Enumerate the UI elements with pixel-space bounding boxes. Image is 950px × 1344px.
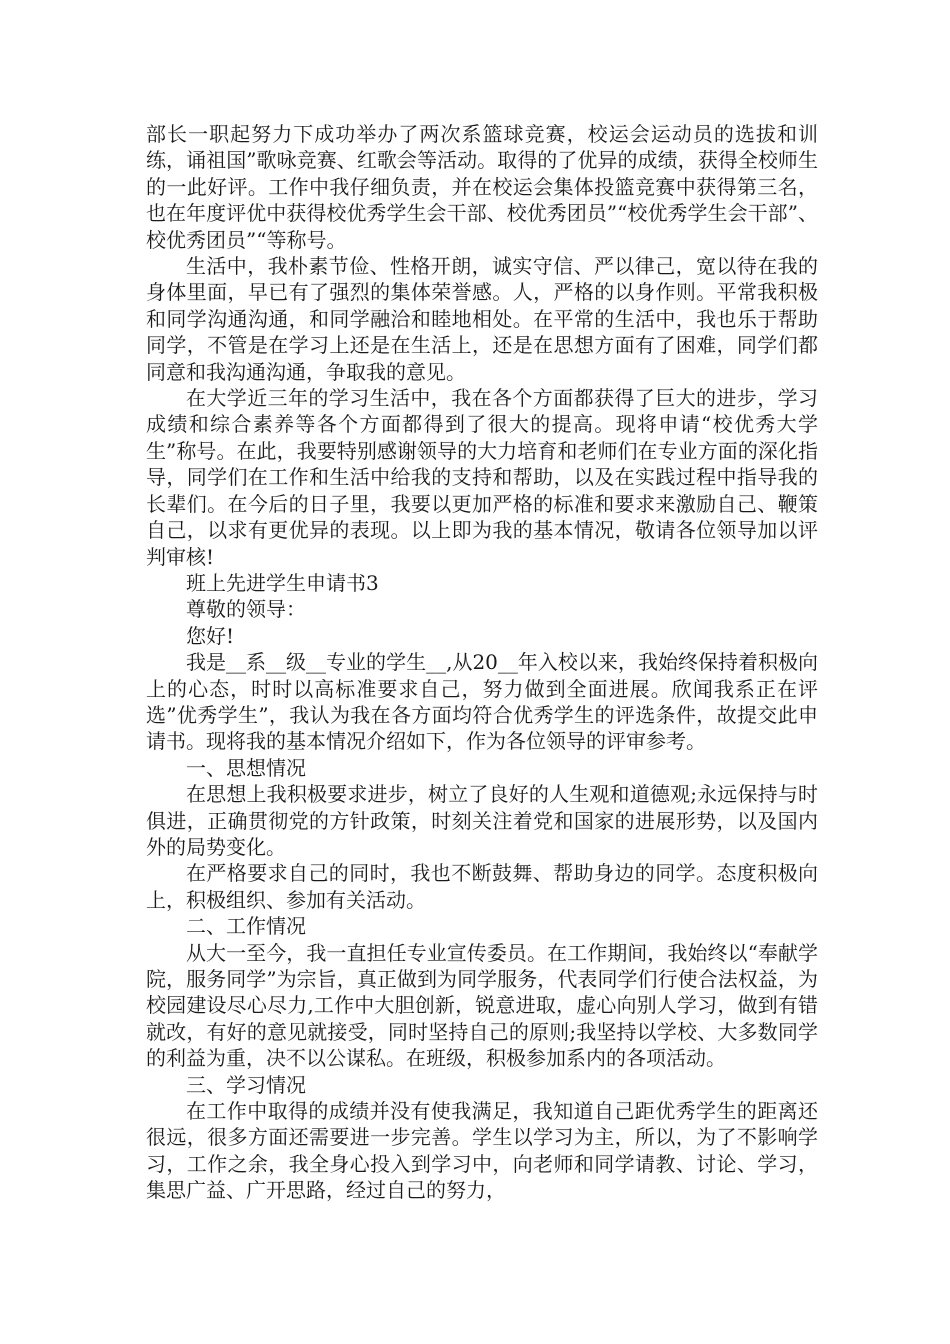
paragraph-study: 在工作中取得的成绩并没有使我满足，我知道自己距优秀学生的距离还很远，很多方面还需要进一步完善。学生以学习为主，所以，为了不影响学习，工作之余，我全身心投入到学习中，向老师和同学请教、讨论、学习，集思广益、广开思路，经过自己的努力， [146, 1099, 818, 1203]
paragraph-personal-life: 生活中，我朴素节俭、性格开朗，诚实守信、严以律己，宽以待在我的身体里面，早已有了强烈的集体荣誉感。人，严格的以身作则。平常我积极和同学沟通沟通，和同学融洽和睦地相处。在平常的生活中，我也乐于帮助同学，不管是在学习上还是在生活上，还是在思想方面有了困难，同学们都同意和我沟通沟通，争取我的意见。 [146, 254, 818, 384]
paragraph-work: 从大一至今，我一直担任专业宣传委员。在工作期间，我始终以“奉献学院，服务同学”为宗旨，真正做到为同学服务，代表同学们行使合法权益，为校园建设尽心尽力,工作中大胆创新，锐意进取，虚心向别人学习，做到有错就改，有好的意见就接受，同时坚持自己的原则;我坚持以学校、大多数同学的利益为重，决不以公谋私。在班级，积极参加系内的各项活动。 [146, 940, 818, 1071]
document-page [146, 121, 818, 1204]
paragraph-helping-others: 在严格要求自己的同时，我也不断鼓舞、帮助身边的同学。态度积极向上，积极组织、参加有关活动。 [146, 861, 818, 912]
paragraph-award-summary: 部长一职起努力下成功举办了两次系篮球竞赛，校运会运动员的选拔和训练，诵祖国”歌咏竞赛、红歌会等活动。取得的了优异的成绩，获得全校师生的一此好评。工作中我仔细负责，并在校运会集体投篮竞赛中获得第三名，也在年度评优中获得校优秀学生会干部、校优秀团员”“校优秀学生会干部”、校优秀团员”“等称号。 [146, 122, 818, 252]
greeting: 您好! [186, 623, 235, 648]
paragraph-introduction: 我是__系__级__专业的学生__,从20__年入校以来，我始终保持着积极向上的心态，时时以高标准要求自己，努力做到全面进展。欣闻我系正在评选”优秀学生”，我认为我在各方面均符合优秀学生的评选条件，故提交此申请书。现将我的基本情况介绍如下，作为各位领导的评审参考。 [146, 650, 818, 754]
paragraph-thought: 在思想上我积极要求进步，树立了良好的人生观和道德观;永远保持与时俱进，正确贯彻党的方针政策，时刻关注着党和国家的进展形势，以及国内外的局势变化。 [146, 782, 818, 859]
heading-study: 三、学习情况 [186, 1072, 306, 1097]
heading-thought: 一、思想情况 [186, 755, 306, 780]
section-title: 班上先进学生申请书3 [186, 570, 379, 595]
heading-work: 二、工作情况 [186, 914, 306, 939]
salutation: 尊敬的领导： [186, 597, 306, 622]
paragraph-conclusion: 在大学近三年的学习生活中，我在各个方面都获得了巨大的进步，学习成绩和综合素养等各个方面都得到了很大的提高。现将申请“校优秀大学生”称号。在此，我要特别感谢领导的大力培育和老师们在专业方面的深化指导，同学们在工作和生活中给我的支持和帮助，以及在实践过程中指导我的长辈们。在今后的日子里，我要以更加严格的标准和要求来激励自己、鞭策自己，以求有更优异的表现。以上即为我的基本情况，敬请各位领导加以评判审核! [146, 386, 818, 569]
